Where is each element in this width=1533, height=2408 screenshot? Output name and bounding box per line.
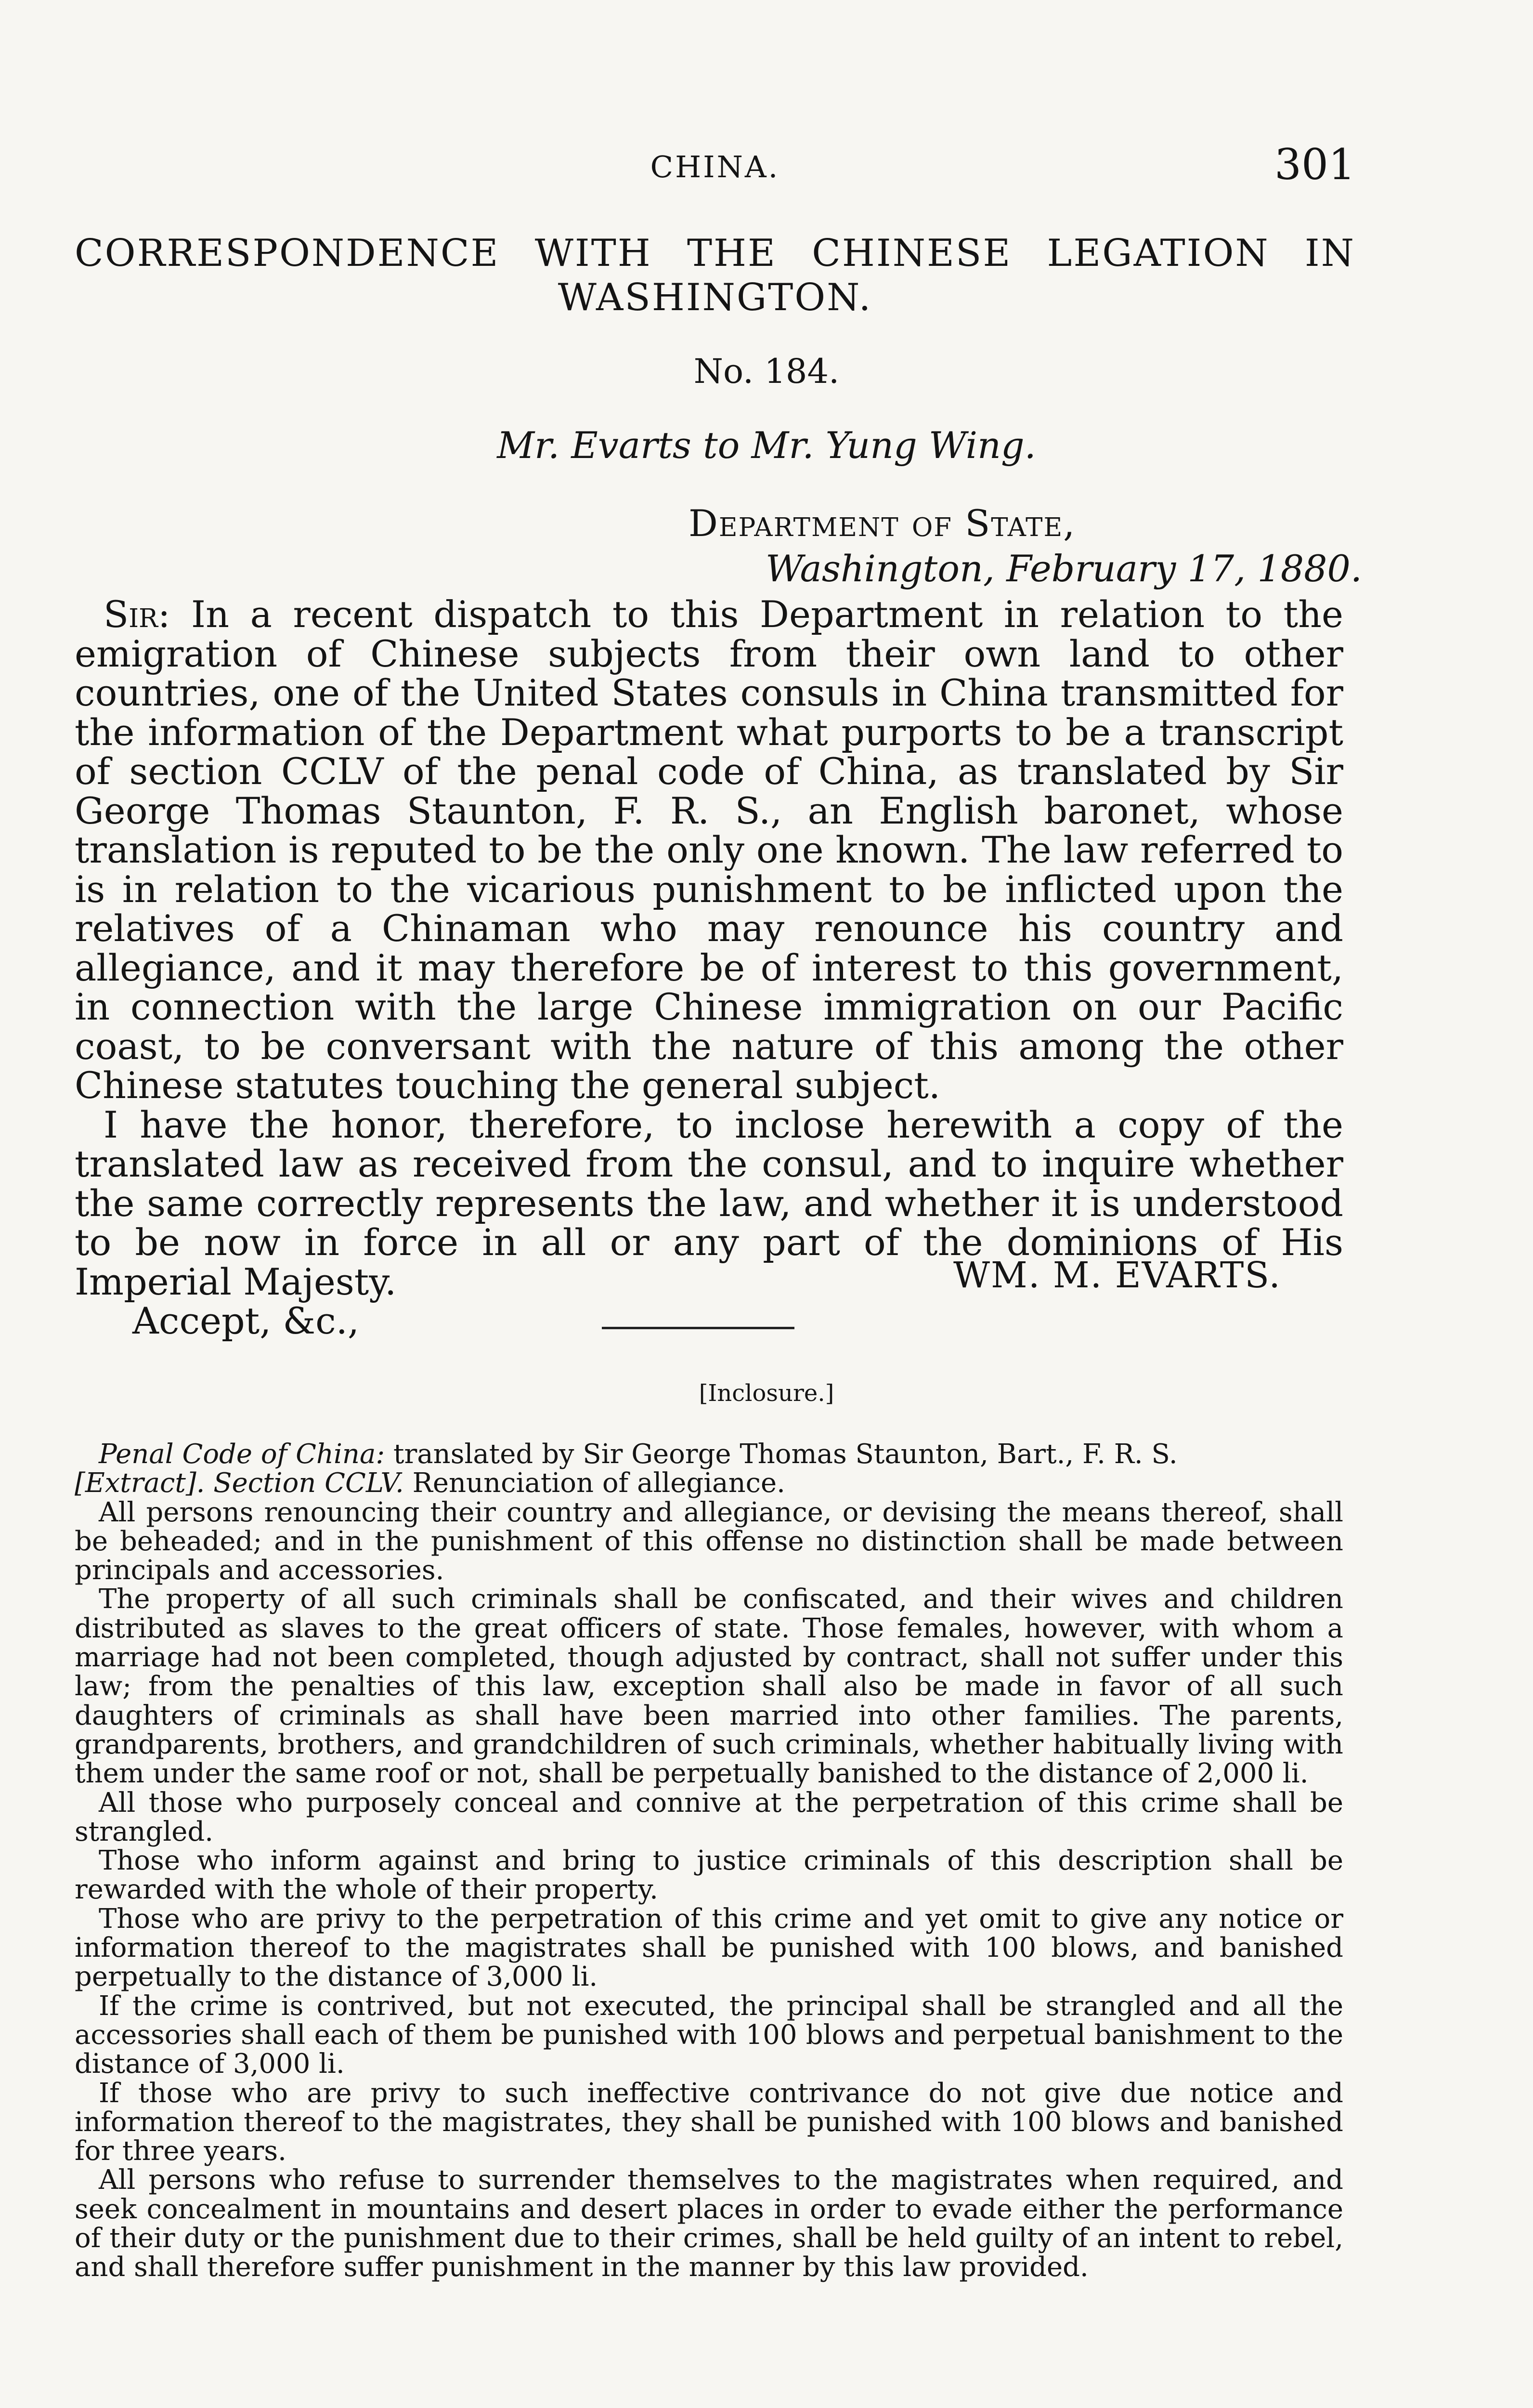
inclosure-paragraph: If those who are privy to such ineffective contrivance do not give due notice and information thereof to the magistrates, they shall be punished with 100 blows and banished for three years.	[75, 2077, 1343, 2167]
running-head	[75, 140, 1355, 197]
inclosure-section-line	[75, 1469, 1343, 1498]
running-title: CHINA.	[650, 149, 780, 184]
page-title	[75, 231, 1355, 320]
inclosure-label: [Inclosure.]	[699, 1380, 834, 1407]
place-date: Washington, February 17, 1880.	[766, 547, 1363, 590]
section-label: Section CCLV.	[213, 1467, 404, 1499]
page-number: 301	[1274, 140, 1355, 189]
section-reference: CCLV	[281, 750, 384, 793]
inclosure-paragraph: Those who are privy to the perpetration of this crime and yet omit to give any notice or information thereof to the magistrates shall be punished with 100 blows, and banished perpetually to the distance of 3,000 li.	[75, 1903, 1343, 1993]
inclosure-paragraph: All persons who refuse to surrender themselves to the magistrates when required, and seek concealment in mountains and desert places in order to evade either the performance of their duty or the punishment due to their crimes, shall be held guilty of an intent to rebel, and shall therefore suffer punishment in the manner by this law provided.	[75, 2164, 1343, 2283]
dateline	[689, 501, 1362, 591]
letter-closing: Accept, &c.,	[132, 1299, 360, 1342]
inclosure-paragraph: If the crime is contrived, but not executed, the principal shall be strangled and all the accessories shall each of them be punished with 100 blows and perpetual banishment to the distance of 3,000 li.	[75, 1990, 1343, 2080]
inclosure-paragraph: Those who inform against and bring to justice criminals of this description shall be rewarded with the whole of their property.	[75, 1845, 1343, 1906]
document-heading: Mr. Evarts to Mr. Yung Wing.	[497, 424, 1036, 467]
title-line-1: CORRESPONDENCE WITH THE CHINESE LEGATION IN	[75, 232, 1355, 275]
source-title: Penal Code of China:	[99, 1439, 385, 1470]
letter-paragraph-1-tail: of the penal code of China, as translated by Sir George Thomas Staunton, F. R. S., an English baronet, whose translation is reputed to be the only one known. The law referred to is in relation to the vicarious punishment to be inflicted upon the relatives of a Chinaman who may renounce his country and allegiance, and it may therefore be of interest to this government, in connection with the large Chinese immigration on our Pacific coast, to be conversant with the nature of this among the other Chinese statutes touching the general subject.	[75, 750, 1344, 1107]
letter-body	[75, 595, 1343, 1341]
section-title: Renunciation of allegiance.	[412, 1467, 785, 1499]
signature: WM. M. EVARTS.	[953, 1255, 1281, 1296]
inclosure-body	[75, 1440, 1343, 2282]
document-number: No. 184.	[693, 352, 840, 391]
letter-paragraph-1	[75, 595, 1343, 1105]
inclosure-paragraph: The property of all such criminals shall be confiscated, and their wives and children distributed as slaves to the great officers of state. Those females, however, with whom a marriage had not been completed, though adjusted by contract, shall not suffer under this law; from the penalties of this law, exception shall also be made in favor of all such daughters of criminals as shall have been married into other families. The parents, grandparents, brothers, and grandchildren of such criminals, whether habitually living with them under the same roof or not, shall be perpetually banished to the distance of 2,000 li.	[75, 1584, 1343, 1790]
department-name: Department of State,	[689, 502, 1076, 545]
extract-label: [Extract].	[75, 1467, 205, 1499]
inclosure-paragraph: All persons renouncing their country and allegiance, or devising the means thereof, shall be beheaded; and in the punishment of this offense no distinction shall be made between principals and accessories.	[75, 1496, 1343, 1586]
divider-rule	[602, 1327, 794, 1329]
inclosure-source	[75, 1440, 1343, 1469]
letter-paragraph-2: I have the honor, therefore, to inclose herewith a copy of the translated law as received from the consul, and to inquire whether the same correctly represents the law, and whether it is understood to be now in force in all or any part of the dominions of His Imperial Majesty.	[75, 1103, 1343, 1303]
inclosure-paragraph: All those who purposely conceal and connive at the perpetration of this crime shall be strangled.	[75, 1787, 1343, 1847]
salutation: Sir	[104, 593, 158, 636]
source-rest: translated by Sir George Thomas Staunton, Bart., F. R. S.	[385, 1439, 1178, 1470]
letter-paragraph-1-text: : In a recent dispatch to this Department in relation to the emigration of Chinese subjects from their own land to other countries, one of the United States consuls in China transmitted for the information of the Department what purports to be a transcript of section	[75, 593, 1343, 793]
title-line-2: WASHINGTON.	[558, 276, 872, 319]
